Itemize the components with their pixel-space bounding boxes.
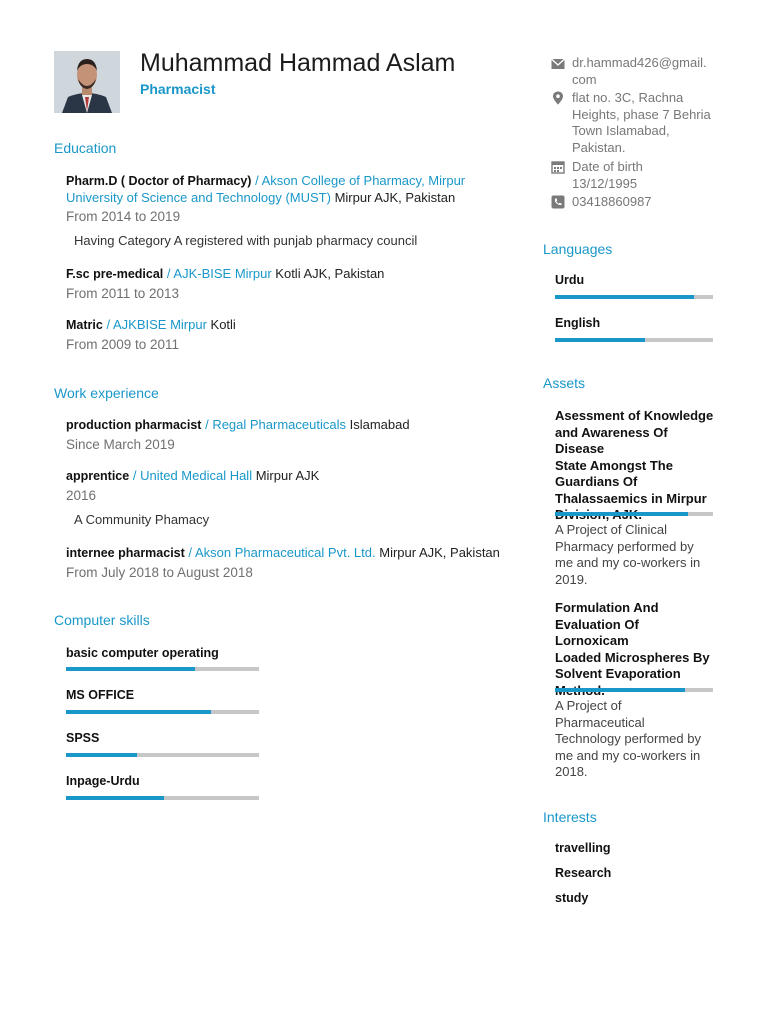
skill-bar-fill [66,796,164,800]
degree: F.sc pre-medical [66,267,164,281]
company-link[interactable]: Akson Pharmaceutical Pvt. Ltd. [194,545,376,560]
assets-heading: Assets [543,375,586,391]
location: Kotli [210,317,236,332]
location-pin-icon [551,91,565,105]
education-entry-3: Matric / AJKBISE Mirpur Kotli [66,317,236,332]
language-bar [555,338,713,342]
location: Islamabad [349,417,410,432]
avatar [54,51,120,113]
work-dates: Since March 2019 [66,437,175,452]
profile-photo [54,51,120,113]
work-entry-2: apprentice / United Medical Hall Mirpur AJK [66,468,320,483]
computer-skills-heading: Computer skills [54,612,150,628]
interest-item: travelling [555,841,611,855]
asset-description: A Project of Pharmaceutical Technology performed by me and my co-workers in 2018. [555,698,701,779]
contact-phone[interactable]: 03418860987 [572,194,652,209]
institution-link[interactable]: AJK-BISE Mirpur [173,266,272,281]
job-role: production pharmacist [66,418,202,432]
education-heading: Education [54,140,117,156]
language-label: English [555,316,601,330]
envelope-icon [551,57,565,71]
location: Kotli AJK, Pakistan [275,266,385,281]
education-dates: From 2014 to 2019 [66,209,181,224]
language-bar [555,295,713,299]
work-entry-3: internee pharmacist / Akson Pharmaceutical Pvt. Ltd. Mirpur AJK, Pakistan [66,545,500,560]
asset-description: A Project of Clinical Pharmacy performed by me and my co-workers in 2019. [555,522,701,587]
skill-bar [66,796,259,800]
work-description: A Community Phamacy [74,512,210,527]
person-name: Muhammad Hammad Aslam [140,49,456,77]
institution-link[interactable]: Akson College of Pharmacy, Mirpur [261,173,466,188]
skill-label: MS OFFICE [66,688,135,702]
skill-bar-fill [66,667,195,671]
phone-icon [551,195,565,209]
degree: Pharm.D ( Doctor of Pharmacy) [66,174,252,188]
asset-bar [555,688,713,692]
job-role: apprentice [66,469,130,483]
skill-label: SPSS [66,731,100,745]
institution-link[interactable]: University of Science and Technology (MUST) [66,189,331,205]
contact-dob: Date of birth 13/12/1995 [572,159,643,191]
interests-heading: Interests [543,809,597,825]
language-bar-fill [555,338,645,342]
calendar-icon [551,160,565,174]
skill-label: Inpage-Urdu [66,774,140,788]
asset-title: Asessment of Knowledge and Awareness Of Disease State Amongst The Guardians Of Thalassaemics in Mirpur [555,408,714,506]
language-label: Urdu [555,273,585,287]
work-dates: From July 2018 to August 2018 [66,565,253,580]
education-dates: From 2009 to 2011 [66,337,180,352]
skill-bar [66,753,259,757]
education-dates: From 2011 to 2013 [66,286,180,301]
asset-title: Formulation And Evaluation Of Lornoxicam Loaded Microspheres By Solvent Evaporation [555,600,710,681]
company-link[interactable]: United Medical Hall [140,468,253,483]
skill-bar [66,710,259,714]
work-dates: 2016 [66,488,97,503]
skill-bar-fill [66,753,137,757]
contact-address: flat no. 3C, Rachna Heights, phase 7 Behria Town Islamabad, Pakistan. [572,90,711,155]
skill-label: basic computer operating [66,646,219,660]
education-entry-1: Pharm.D ( Doctor of Pharmacy) / Akson College of Pharmacy, Mirpur University of Science and Technology (MUST) Mirpur AJK, Pakistan [66,173,466,205]
skill-bar [66,667,259,671]
education-entry-2: F.sc pre-medical / AJK-BISE Mirpur Kotli AJK, Pakistan [66,266,385,281]
location: Mirpur AJK, Pakistan [334,189,456,205]
institution-link[interactable]: AJKBISE Mirpur [112,317,207,332]
job-role: internee pharmacist [66,546,185,560]
asset-bar-fill [555,512,688,516]
location: Mirpur AJK, Pakistan [379,545,500,560]
work-heading: Work experience [54,385,159,401]
language-bar-fill [555,295,694,299]
languages-heading: Languages [543,241,613,257]
degree: Matric [66,318,103,332]
contact-email[interactable]: dr.hammad426@gmail. com [572,55,707,87]
education-description: Having Category A registered with punjab pharmacy council [74,233,418,248]
interest-item: Research [555,866,612,880]
skill-bar-fill [66,710,211,714]
person-title: Pharmacist [140,81,216,97]
asset-bar-fill [555,688,685,692]
interest-item: study [555,891,589,905]
work-entry-1: production pharmacist / Regal Pharmaceuticals Islamabad [66,417,410,432]
location: Mirpur AJK [255,468,320,483]
company-link[interactable]: Regal Pharmaceuticals [212,417,346,432]
asset-bar [555,512,713,516]
